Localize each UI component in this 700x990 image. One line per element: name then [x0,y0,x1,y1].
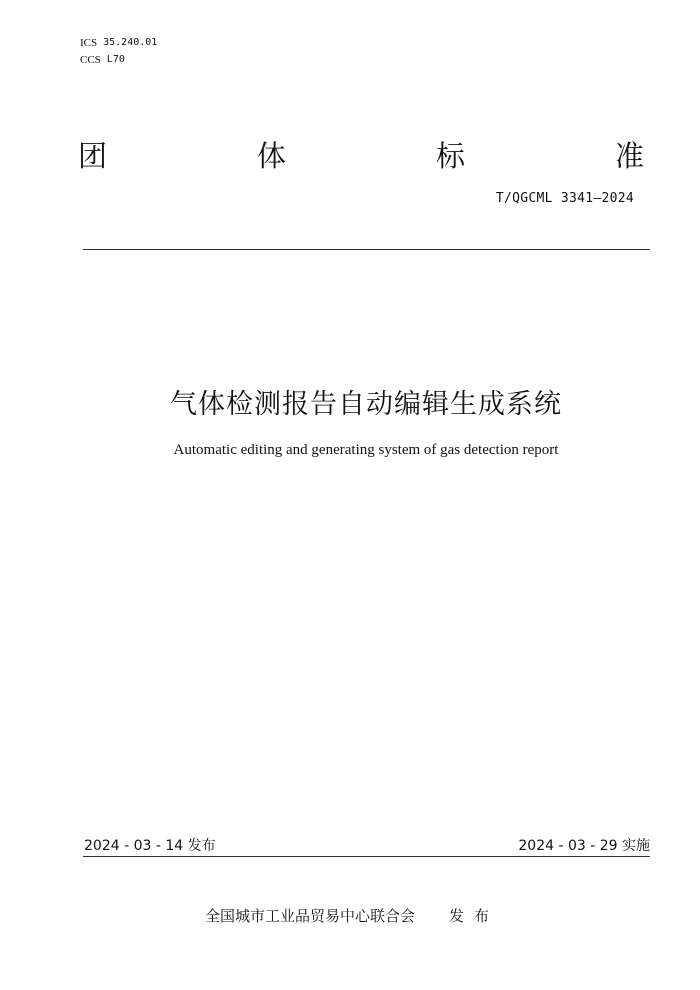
standard-type-char: 标 [435,138,465,173]
ics-value: 35.240.01 [103,37,158,48]
ics-label: ICS [80,37,98,49]
issuer-verb: 发布 [449,907,500,925]
ccs-label: CCS [80,54,101,66]
implement-date-line [518,835,650,855]
release-date: 2024 - 03 - 14 [84,838,184,854]
document-title-en: Automatic editing and generating system of gas detection report [173,442,559,458]
implement-date: 2024 - 03 - 29 [518,838,618,854]
header-divider [83,249,650,250]
footer-divider [83,856,650,857]
standard-type-char: 准 [614,138,644,173]
implement-label: 实施 [622,838,650,854]
ics-line [80,36,157,50]
document-title-cn: 气体检测报告自动编辑生成系统 [170,389,562,420]
standard-type-char: 体 [256,138,286,173]
issuer-name: 全国城市工业品贸易中心联合会 [205,907,416,925]
standard-type-heading [78,134,644,174]
issuer-line [205,905,499,926]
ccs-value: L70 [106,54,125,65]
ccs-line [80,53,125,67]
release-label: 发布 [187,838,216,854]
standard-type-char: 团 [78,138,108,173]
release-date-line [84,835,216,855]
standard-number: T/QGCML 3341—2024 [495,191,634,206]
